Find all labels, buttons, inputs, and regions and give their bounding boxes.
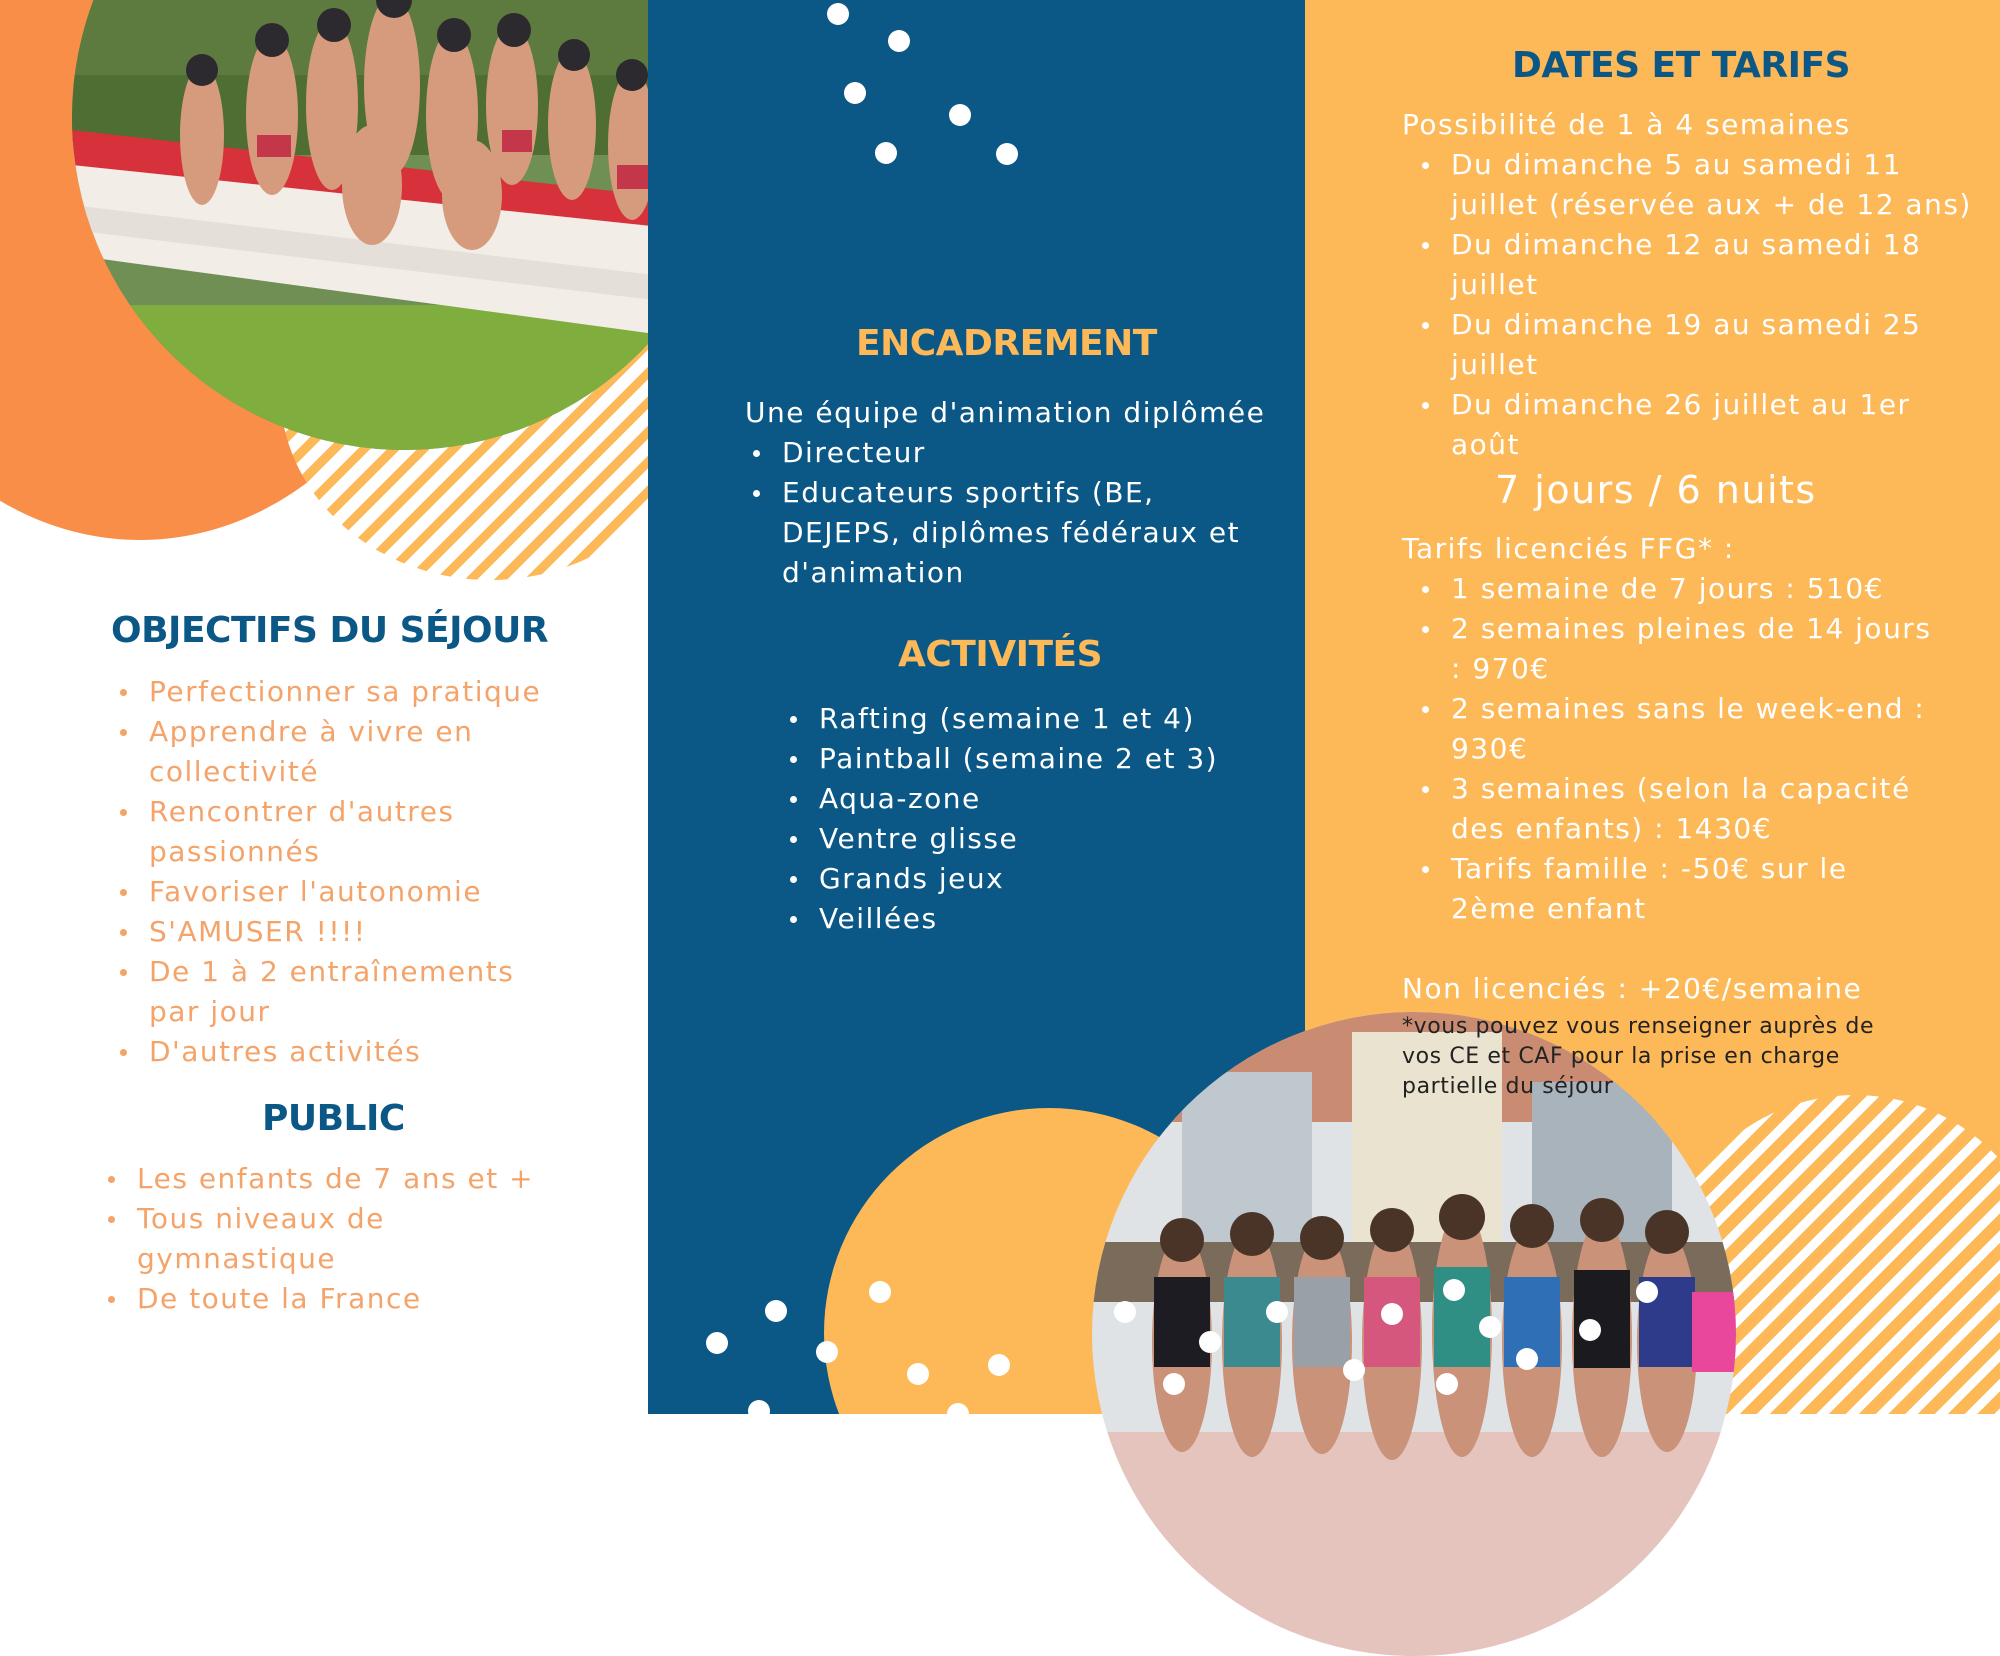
tarif-item: 3 semaines (selon la capacité des enfants) : 1430€ [1414,769,1931,849]
public-title: PUBLIC [262,1098,405,1139]
objectifs-item: D'autres activités [112,1032,541,1072]
dates-tarifs-title: DATES ET TARIFS [1512,45,1850,86]
weeks-intro: Possibilité de 1 à 4 semaines [1402,108,1851,141]
activite-item: Veillées [782,899,1218,939]
tarif-item: 2 semaines sans le week-end : 930€ [1414,689,1931,769]
week-item: Du dimanche 12 au samedi 18 juillet [1414,225,1972,305]
tarif-item: 1 semaine de 7 jours : 510€ [1414,569,1931,609]
encadrement-list [745,433,1240,593]
activite-item: Rafting (semaine 1 et 4) [782,699,1218,739]
footnote-text: *vous pouvez vous renseigner auprès de vos CE et CAF pour la prise en charge partielle du séjour [1402,1014,1875,1099]
activites-title: ACTIVITÉS [898,634,1103,675]
week-item: Du dimanche 5 au samedi 11 juillet (réservée aux + de 12 ans) [1414,145,1972,225]
decor-dot [706,1332,728,1354]
decor-dot [765,1300,787,1322]
non-licencies-text: Non licenciés : +20€/semaine [1402,972,1863,1005]
objectifs-item: Perfectionner sa pratique [112,672,541,712]
weeks-list [1414,145,1972,465]
photo-gymnasts-group [1092,1012,1736,1656]
encadrement-item: Directeur [745,433,1240,473]
duration-text: 7 jours / 6 nuits [1495,468,1817,512]
objectifs-item: Favoriser l'autonomie [112,872,541,912]
activite-item: Ventre glisse [782,819,1218,859]
objectifs-item: S'AMUSER !!!! [112,912,541,952]
tarifs-intro: Tarifs licenciés FFG* : [1402,532,1735,565]
objectifs-title: OBJECTIFS DU SÉJOUR [111,610,549,651]
public-item: De toute la France [100,1279,534,1319]
activite-item: Grands jeux [782,859,1218,899]
objectifs-list [112,672,541,1072]
objectifs-item: De 1 à 2 entraînements par jour [112,952,541,1032]
objectifs-item: Apprendre à vivre en collectivité [112,712,541,792]
decor-dot [816,1341,838,1363]
activites-list [782,699,1218,939]
week-item: Du dimanche 26 juillet au 1er août [1414,385,1972,465]
decor-dot [875,142,897,164]
decor-dot [888,30,910,52]
objectifs-item: Rencontrer d'autres passionnés [112,792,541,872]
tarifs-list [1414,569,1931,929]
decor-dot [844,82,866,104]
encadrement-title: ENCADREMENT [856,323,1157,364]
tarif-item: Tarifs famille : -50€ sur le 2ème enfant [1414,849,1931,929]
decor-dot [869,1281,891,1303]
public-list [100,1159,534,1319]
decor-dot [827,3,849,25]
decor-dot [907,1363,929,1385]
left-panel [0,0,648,1414]
week-item: Du dimanche 19 au samedi 25 juillet [1414,305,1972,385]
encadrement-item: Educateurs sportifs (BE, DEJEPS, diplômes fédéraux et d'animation [745,473,1240,593]
decor-dot [949,104,971,126]
decor-dot [996,143,1018,165]
encadrement-intro: Une équipe d'animation diplômée [745,396,1266,429]
activite-item: Paintball (semaine 2 et 3) [782,739,1218,779]
tarif-item: 2 semaines pleines de 14 jours : 970€ [1414,609,1931,689]
decor-dot [748,1400,770,1414]
public-item: Tous niveaux de gymnastique [100,1199,534,1279]
public-item: Les enfants de 7 ans et + [100,1159,534,1199]
activite-item: Aqua-zone [782,779,1218,819]
decor-dot [988,1354,1010,1376]
